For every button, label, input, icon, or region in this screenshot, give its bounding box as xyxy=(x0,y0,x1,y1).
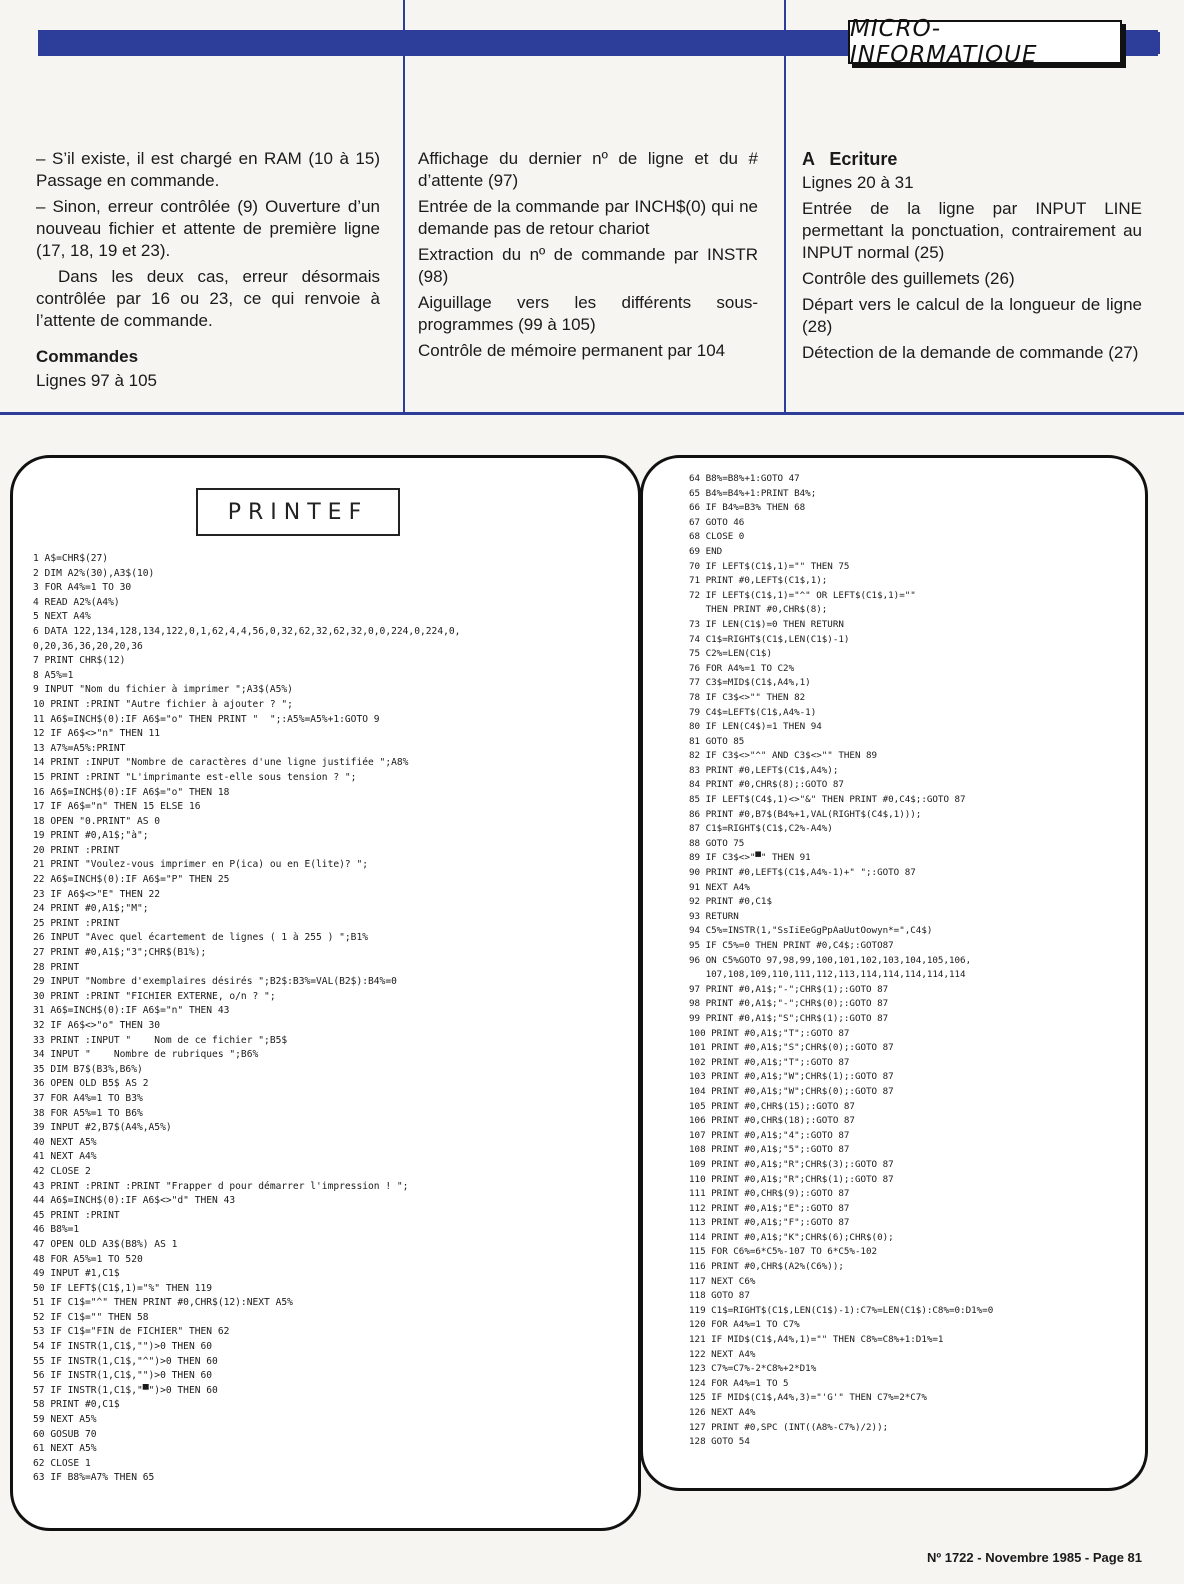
code-line: 103 PRINT #0,A1$;"W";CHR$(1);:GOTO 87 xyxy=(689,1071,894,1083)
code-line: 65 B4%=B4%+1:PRINT B4%; xyxy=(689,487,817,499)
code-line: 62 CLOSE 1 xyxy=(33,1457,91,1469)
code-line: 50 IF LEFT$(C1$,1)="%" THEN 119 xyxy=(33,1282,213,1294)
code-line: 107 PRINT #0,A1$;"4";:GOTO 87 xyxy=(689,1129,850,1141)
code-line: 90 PRINT #0,LEFT$(C1$,A4%-1)+" ";:GOTO 87 xyxy=(689,867,916,879)
code-line: 96 ON C5%GOTO 97,98,99,100,101,102,103,104,105,106, xyxy=(689,954,972,966)
listing-sheet-2 xyxy=(640,455,1148,1491)
section-logo: MICRO-INFORMATIQUE xyxy=(848,20,1122,64)
code-line: 94 C5%=INSTR(1,"SsIiEeGgPpAaUutOowyn*=",C4$) xyxy=(689,925,933,937)
code-line: 106 PRINT #0,CHR$(18);:GOTO 87 xyxy=(689,1115,855,1127)
code-line: 105 PRINT #0,CHR$(15);:GOTO 87 xyxy=(689,1100,855,1112)
code-line: 58 PRINT #0,C1$ xyxy=(33,1399,120,1411)
paragraph: Lignes 97 à 105 xyxy=(36,371,157,390)
code-line: 28 PRINT xyxy=(33,961,80,973)
code-line: 121 IF MID$(C1$,A4%,1)="" THEN C8%=C8%+1:D1%=1 xyxy=(689,1334,944,1346)
code-line: 40 NEXT A5% xyxy=(33,1136,97,1148)
code-line: 101 PRINT #0,A1$;"S";CHR$(0);:GOTO 87 xyxy=(689,1042,894,1054)
paragraph: Lignes 20 à 31 xyxy=(802,173,914,192)
code-line: 123 C7%=C7%-2*C8%+2*D1% xyxy=(689,1363,817,1375)
paragraph: Entrée de la ligne par INPUT LINE permettant la ponctuation, contrairement au INPUT normal (25) xyxy=(802,199,1142,262)
code-line: 81 GOTO 85 xyxy=(689,735,745,747)
code-line: 115 FOR C6%=6*C5%-107 TO 6*C5%-102 xyxy=(689,1246,878,1258)
code-line: 108 PRINT #0,A1$;"5";:GOTO 87 xyxy=(689,1144,850,1156)
paragraph: – Sinon, erreur contrôlée (9) Ouverture d’un nouveau fichier et attente de première ligne (17, 18, 19 et 23). xyxy=(36,197,380,260)
code-line: 112 PRINT #0,A1$;"E";:GOTO 87 xyxy=(689,1202,850,1214)
paragraph: – S’il existe, il est chargé en RAM (10 à 15) Passage en commande. xyxy=(36,149,380,190)
code-line: 77 C3$=MID$(C1$,A4%,1) xyxy=(689,677,811,689)
column-divider xyxy=(403,0,405,412)
code-line: 104 PRINT #0,A1$;"W";CHR$(0);:GOTO 87 xyxy=(689,1085,894,1097)
code-line: 114 PRINT #0,A1$;"K";CHR$(6);CHR$(0); xyxy=(689,1231,894,1243)
code-line: 99 PRINT #0,A1$;"S";CHR$(1);:GOTO 87 xyxy=(689,1012,889,1024)
code-line: 97 PRINT #0,A1$;"-";CHR$(1);:GOTO 87 xyxy=(689,983,889,995)
paragraph: Entrée de la commande par INCH$(0) qui ne demande pas de retour chariot xyxy=(418,197,758,238)
code-line: 56 IF INSTR(1,C1$,"")>0 THEN 60 xyxy=(33,1370,213,1382)
code-line: 117 NEXT C6% xyxy=(689,1275,756,1287)
code-line: 87 C1$=RIGHT$(C1$,C2%-A4%) xyxy=(689,823,833,835)
code-line: 66 IF B4%=B3% THEN 68 xyxy=(689,502,806,514)
code-line: 10 PRINT :PRINT "Autre fichier à ajouter ? "; xyxy=(33,698,293,710)
code-line: 55 IF INSTR(1,C1$,"^")>0 THEN 60 xyxy=(33,1355,218,1367)
code-line: 74 C1$=RIGHT$(C1$,LEN(C1$)-1) xyxy=(689,633,850,645)
page-footer: Nº 1722 - Novembre 1985 - Page 81 xyxy=(926,1550,1142,1565)
code-line: 126 NEXT A4% xyxy=(689,1407,756,1418)
code-line: 107,108,109,110,111,112,113,114,114,114,114,114 xyxy=(689,969,966,981)
code-line: 120 FOR A4%=1 TO C7% xyxy=(689,1319,800,1331)
code-line: 122 NEXT A4% xyxy=(689,1348,756,1360)
code-line: 24 PRINT #0,A1$;"M"; xyxy=(33,903,149,915)
code-line: 100 PRINT #0,A1$;"T";:GOTO 87 xyxy=(689,1027,850,1039)
code-line: 9 INPUT "Nom du fichier à imprimer ";A3$(A5%) xyxy=(33,684,293,696)
paragraph: Aiguillage vers les différents sous-programmes (99 à 105) xyxy=(418,293,758,334)
code-line: 43 PRINT :PRINT :PRINT "Frapper d pour démarrer l'impression ! "; xyxy=(33,1180,409,1192)
code-line: 21 PRINT "Voulez-vous imprimer en P(ica) ou en E(lite)? "; xyxy=(33,859,369,871)
code-line: 22 A6$=INCH$(0):IF A6$="P" THEN 25 xyxy=(33,874,230,886)
code-line: 6 DATA 122,134,128,134,122,0,1,62,4,4,56,0,32,62,32,62,32,0,0,224,0,224,0, xyxy=(33,625,461,637)
code-line: 3 FOR A4%=1 TO 30 xyxy=(33,582,132,594)
section-heading: A Ecriture xyxy=(802,149,898,169)
code-line: 2 DIM A2%(30),A3$(10) xyxy=(33,567,155,579)
listing-title: PRINTEF xyxy=(196,488,400,536)
code-listing-1 xyxy=(33,552,460,1486)
code-line: 72 IF LEFT$(C1$,1)="^" OR LEFT$(C1$,1)="" xyxy=(689,589,916,601)
paragraph: Dans les deux cas, erreur désormais contrôlée par 16 ou 23, ce qui renvoie à l’attente de commande. xyxy=(36,267,380,330)
code-line: 1 A$=CHR$(27) xyxy=(33,553,109,564)
code-line: 127 PRINT #0,SPC (INT((A8%-C7%)/2)); xyxy=(689,1421,889,1433)
paragraph: Affichage du dernier nº de ligne et du # d’attente (97) xyxy=(418,149,758,190)
code-line: 14 PRINT :INPUT "Nombre de caractères d'une ligne justifiée ";A8% xyxy=(33,757,409,769)
code-line: 31 A6$=INCH$(0):IF A6$="n" THEN 43 xyxy=(33,1005,230,1017)
code-line: 27 PRINT #0,A1$;"3";CHR$(B1%); xyxy=(33,947,207,959)
code-line: 33 PRINT :INPUT " Nom de ce fichier ";B5$ xyxy=(33,1034,288,1046)
code-line: 42 CLOSE 2 xyxy=(33,1165,91,1177)
code-line: 111 PRINT #0,CHR$(9);:GOTO 87 xyxy=(689,1188,850,1200)
code-line: 86 PRINT #0,B7$(B4%+1,VAL(RIGHT$(C4$,1))); xyxy=(689,808,922,820)
code-line: 19 PRINT #0,A1$;"à"; xyxy=(33,830,149,842)
text-column-2 xyxy=(418,148,758,366)
code-line: 128 GOTO 54 xyxy=(689,1436,750,1448)
subheading: Commandes xyxy=(36,347,139,366)
code-line: 73 IF LEN(C1$)=0 THEN RETURN xyxy=(689,618,844,630)
code-line: 63 IF B8%=A7% THEN 65 xyxy=(33,1472,155,1484)
code-line: 68 CLOSE 0 xyxy=(689,531,745,543)
code-line: 125 IF MID$(C1$,A4%,3)="'G'" THEN C7%=2*C7% xyxy=(689,1392,927,1404)
code-line: 26 INPUT "Avec quel écartement de lignes ( 1 à 255 ) ";B1% xyxy=(33,932,369,944)
code-line: 34 INPUT " Nombre de rubriques ";B6% xyxy=(33,1049,259,1061)
code-line: 69 END xyxy=(689,545,723,557)
code-line: 0,20,36,36,20,20,36 xyxy=(33,640,143,652)
code-line: 85 IF LEFT$(C4$,1)<>"&" THEN PRINT #0,C4$;:GOTO 87 xyxy=(689,794,966,806)
code-line: 75 C2%=LEN(C1$) xyxy=(689,648,772,660)
code-line: 67 GOTO 46 xyxy=(689,516,745,528)
code-line: 83 PRINT #0,LEFT$(C1$,A4%); xyxy=(689,764,839,776)
code-line: 95 IF C5%=0 THEN PRINT #0,C4$;:GOTO87 xyxy=(689,940,894,951)
code-line: 88 GOTO 75 xyxy=(689,837,745,849)
code-line: 118 GOTO 87 xyxy=(689,1290,750,1302)
code-line: 110 PRINT #0,A1$;"R";CHR$(1);:GOTO 87 xyxy=(689,1173,894,1185)
code-line: 76 FOR A4%=1 TO C2% xyxy=(689,662,795,674)
code-line: 124 FOR A4%=1 TO 5 xyxy=(689,1377,789,1389)
code-line: 25 PRINT :PRINT xyxy=(33,917,120,929)
code-line: 23 IF A6$<>"E" THEN 22 xyxy=(33,888,161,900)
code-line: 59 NEXT A5% xyxy=(33,1414,97,1426)
code-line: 70 IF LEFT$(C1$,1)="" THEN 75 xyxy=(689,560,850,572)
code-line: 51 IF C1$="^" THEN PRINT #0,CHR$(12):NEXT A5% xyxy=(33,1297,293,1309)
code-line: 5 NEXT A4% xyxy=(33,611,91,623)
paragraph: Départ vers le calcul de la longueur de ligne (28) xyxy=(802,295,1142,336)
code-line: 41 NEXT A4% xyxy=(33,1151,97,1163)
paragraph: Contrôle de mémoire permanent par 104 xyxy=(418,341,726,360)
code-line: 80 IF LEN(C4$)=1 THEN 94 xyxy=(689,721,822,733)
code-line: 92 PRINT #0,C1$ xyxy=(689,896,772,908)
code-line: 38 FOR A5%=1 TO B6% xyxy=(33,1107,143,1119)
code-line: 46 B8%=1 xyxy=(33,1224,80,1236)
code-line: 39 INPUT #2,B7$(A4%,A5%) xyxy=(33,1122,172,1134)
code-line: 78 IF C3$<>"" THEN 82 xyxy=(689,691,806,703)
code-line: 47 OPEN OLD A3$(B8%) AS 1 xyxy=(33,1238,178,1250)
code-line: 54 IF INSTR(1,C1$,"")>0 THEN 60 xyxy=(33,1341,213,1353)
code-line: 116 PRINT #0,CHR$(A2%(C6%)); xyxy=(689,1261,844,1273)
code-line: 119 C1$=RIGHT$(C1$,LEN(C1$)-1):C7%=LEN(C1$):C8%=0:D1%=0 xyxy=(689,1304,994,1316)
code-line: 45 PRINT :PRINT xyxy=(33,1209,120,1221)
code-line: 20 PRINT :PRINT xyxy=(33,844,120,856)
code-line: 32 IF A6$<>"o" THEN 30 xyxy=(33,1020,161,1031)
section-divider xyxy=(0,412,1184,415)
code-line: 44 A6$=INCH$(0):IF A6$<>"d" THEN 43 xyxy=(33,1195,236,1207)
code-line: 113 PRINT #0,A1$;"F";:GOTO 87 xyxy=(689,1217,850,1229)
code-line: 30 PRINT :PRINT "FICHIER EXTERNE, o/n ? "; xyxy=(33,990,276,1002)
code-line: 53 IF C1$="FIN de FICHIER" THEN 62 xyxy=(33,1326,230,1338)
code-line: 15 PRINT :PRINT "L'imprimante est-elle sous tension ? "; xyxy=(33,771,357,783)
code-line: 52 IF C1$="" THEN 58 xyxy=(33,1311,149,1323)
code-line: 11 A6$=INCH$(0):IF A6$="o" THEN PRINT " ";:A5%=A5%+1:GOTO 9 xyxy=(33,713,380,725)
code-line: 16 A6$=INCH$(0):IF A6$="o" THEN 18 xyxy=(33,786,230,798)
code-line: 93 RETURN xyxy=(689,910,739,922)
text-column-1 xyxy=(36,148,380,396)
code-line: 57 IF INSTR(1,C1$,"▀")>0 THEN 60 xyxy=(33,1384,218,1396)
code-line: 82 IF C3$<>"^" AND C3$<>"" THEN 89 xyxy=(689,750,878,762)
code-line: 18 OPEN "0.PRINT" AS 0 xyxy=(33,815,161,827)
code-line: 109 PRINT #0,A1$;"R";CHR$(3);:GOTO 87 xyxy=(689,1158,894,1170)
code-line: 89 IF C3$<>"▀" THEN 91 xyxy=(689,852,811,864)
code-line: 98 PRINT #0,A1$;"-";CHR$(0);:GOTO 87 xyxy=(689,998,889,1010)
header-bar-end xyxy=(1142,32,1160,54)
code-line: 71 PRINT #0,LEFT$(C1$,1); xyxy=(689,575,828,587)
text-column-3 xyxy=(802,148,1142,368)
code-line: 60 GOSUB 70 xyxy=(33,1428,97,1440)
code-line: 17 IF A6$="n" THEN 15 ELSE 16 xyxy=(33,801,201,813)
paragraph: Extraction du nº de commande par INSTR (98) xyxy=(418,245,758,286)
code-line: 37 FOR A4%=1 TO B3% xyxy=(33,1092,143,1104)
code-line: 29 INPUT "Nombre d'exemplaires désirés ";B2$:B3%=VAL(B2$):B4%=0 xyxy=(33,976,397,988)
code-line: 79 C4$=LEFT$(C1$,A4%-1) xyxy=(689,706,817,718)
code-line: 36 OPEN OLD B5$ AS 2 xyxy=(33,1078,149,1090)
code-line: 91 NEXT A4% xyxy=(689,881,750,893)
code-listing-2 xyxy=(689,472,993,1450)
listing-sheet-1 xyxy=(10,455,641,1531)
column-divider xyxy=(784,0,786,412)
paragraph: Contrôle des guillemets (26) xyxy=(802,269,1015,288)
code-line: 64 B8%=B8%+1:GOTO 47 xyxy=(689,473,800,484)
code-line: 13 A7%=A5%:PRINT xyxy=(33,742,126,754)
code-line: 61 NEXT A5% xyxy=(33,1443,97,1455)
code-line: 48 FOR A5%=1 TO 520 xyxy=(33,1253,143,1265)
code-line: 4 READ A2%(A4%) xyxy=(33,596,120,608)
code-line: 49 INPUT #1,C1$ xyxy=(33,1268,120,1280)
code-line: 7 PRINT CHR$(12) xyxy=(33,655,126,667)
code-line: THEN PRINT #0,CHR$(8); xyxy=(689,604,828,616)
code-line: 8 A5%=1 xyxy=(33,669,74,681)
code-line: 84 PRINT #0,CHR$(8);:GOTO 87 xyxy=(689,779,844,791)
code-line: 12 IF A6$<>"n" THEN 11 xyxy=(33,728,161,740)
paragraph: Détection de la demande de commande (27) xyxy=(802,343,1139,362)
code-line: 102 PRINT #0,A1$;"T";:GOTO 87 xyxy=(689,1056,850,1068)
code-line: 35 DIM B7$(B3%,B6%) xyxy=(33,1063,143,1075)
